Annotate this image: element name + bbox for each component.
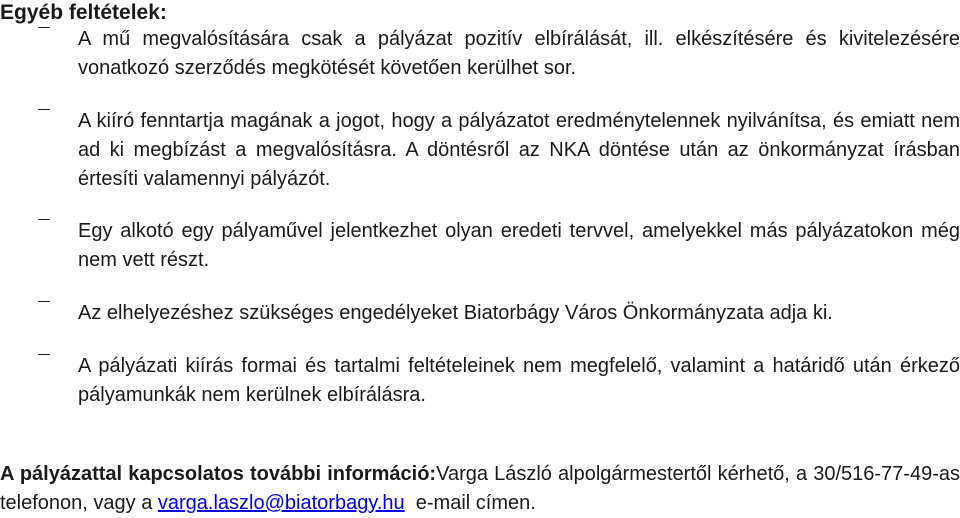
contact-info-label: A pályázattal kapcsolatos további információ:: [0, 463, 437, 485]
contact-info-suffix: e-mail címen.: [404, 492, 536, 514]
section-heading: Egyéb feltételek:: [0, 1, 167, 24]
contact-info-paragraph: [0, 460, 960, 518]
list-item-text: A pályázati kiírás formai és tartalmi feltételeinek nem megfelelő, valamint a határidő után érkező pályamunkák nem kerülnek elbírálásra.: [78, 355, 960, 406]
list-item-text: Egy alkotó egy pályaművel jelentkezhet olyan eredeti tervvel, amelyekkel más pályázatokon még nem vett részt.: [78, 220, 960, 271]
dash-bullet-icon: [38, 219, 50, 220]
dash-bullet-icon: [38, 27, 50, 28]
list-item-text: Az elhelyezéshez szükséges engedélyeket Biatorbágy Város Önkormányzata adja ki.: [78, 302, 833, 324]
contact-info-text: Varga László alpolgármestertől kérhető, a 30/516-77-49-as telefonon, vagy a: [0, 463, 960, 514]
dash-bullet-icon: [38, 354, 50, 355]
list-item-text: A mű megvalósítására csak a pályázat pozitív elbírálását, ill. elkészítésére és kivitelezésére vonatkozó szerződés megkötését követően kerülhet sor.: [78, 28, 960, 79]
email-link[interactable]: varga.laszlo@biatorbagy.hu: [157, 492, 405, 514]
list-item-text: A kiíró fenntartja magának a jogot, hogy a pályázatot eredménytelennek nyilvánítsa, és emiatt nem ad ki megbízást a megvalósításra. A döntésről az NKA döntése után az önkormányzat írásban értesíti valamennyi pályázót.: [78, 110, 960, 190]
dash-bullet-icon: [38, 301, 50, 302]
dash-bullet-icon: [38, 109, 50, 110]
